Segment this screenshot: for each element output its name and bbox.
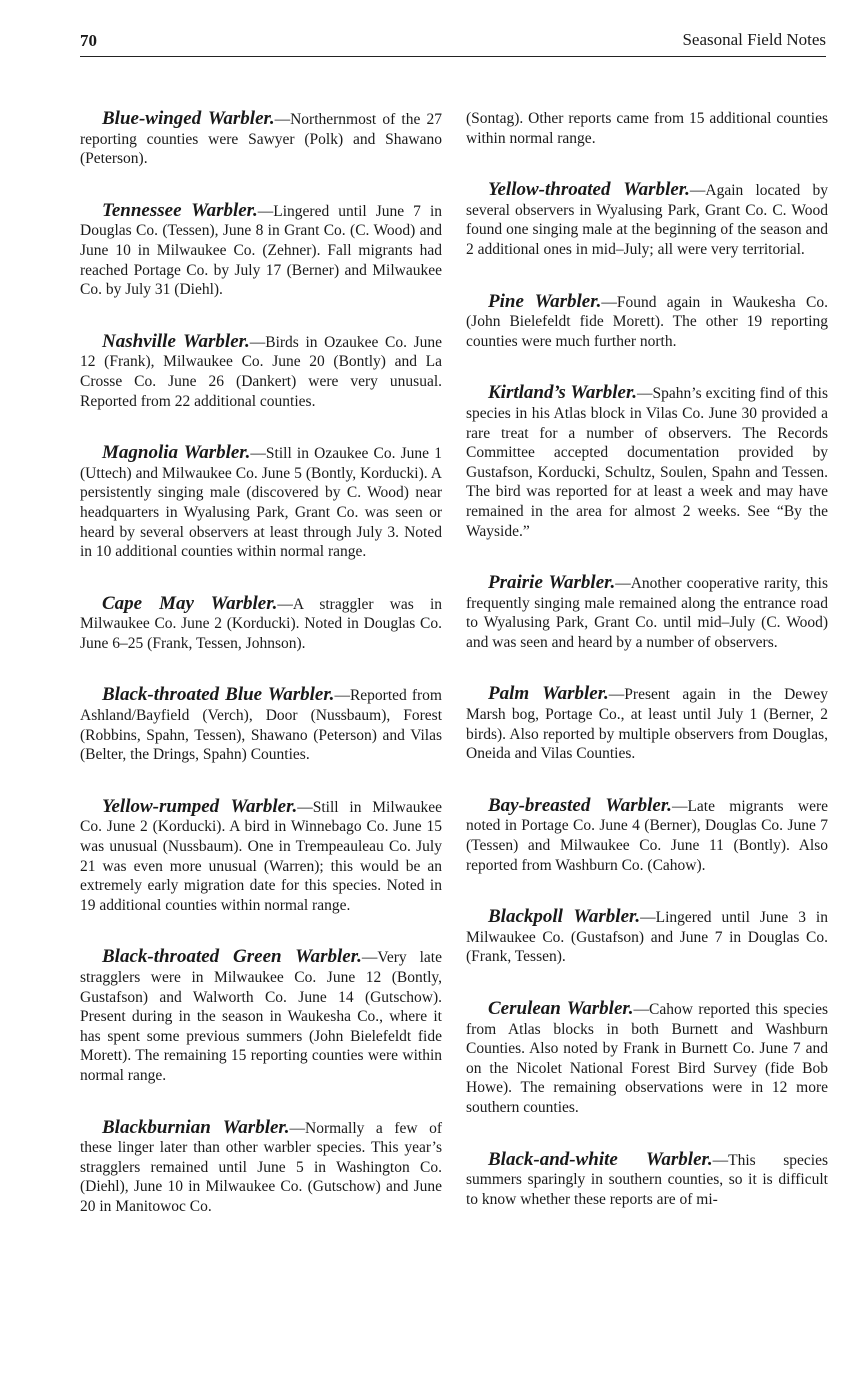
species-name: Blackburnian Warbler. — [102, 1116, 290, 1138]
species-text: —Reported from Ashland/Bayfield (Verch), Door (Nussbaum), Forest (Robbins, Spahn, Tessen), Shawano (Peterson) and Vilas (Belter, the Drings, Spahn) Counties. — [80, 687, 442, 764]
species-entry — [466, 383, 828, 541]
right-column — [466, 109, 828, 1241]
species-entry — [466, 684, 828, 763]
species-name: Tennessee Warbler. — [102, 199, 258, 221]
species-text: —Cahow reported this species from Atlas blocks in both Burnett and Washburn Counties. Also noted by Frank in Burnett Co. June 7 and on the Nicolet National Forest Bird Survey (fide Bob Howe). The remaining observations were in 12 more southern counties. — [466, 1001, 828, 1116]
species-name: Palm Warbler. — [488, 683, 609, 705]
species-name: Yellow-throated Warbler. — [488, 179, 690, 201]
species-text: —Normally a few of these linger later than other warbler species. This year’s stragglers remained until June 5 in Washington Co. (Diehl), June 10 in Milwaukee Co. (Gutschow) and June 20 in Manitowoc Co. — [80, 1119, 442, 1215]
species-entry — [466, 907, 828, 967]
species-name: Prairie Warbler. — [488, 572, 616, 594]
species-entry — [80, 1118, 442, 1217]
species-entry — [80, 685, 442, 764]
species-entry — [466, 292, 828, 352]
species-entry — [466, 1150, 828, 1210]
species-name: Blackpoll Warbler. — [488, 906, 641, 928]
page-number: 70 — [80, 31, 97, 50]
species-name: Kirtland’s Warbler. — [488, 382, 638, 404]
species-text: —Found again in Waukesha Co. (John Bielefeldt fide Morett). The other 19 reporting counties were much further north. — [466, 293, 828, 350]
species-entry — [80, 947, 442, 1085]
species-text: —Again located by several observers in Wyalusing Park, Grant Co. C. Wood found one singing male at the beginning of the season and 2 additional ones in mid–July; all were very territorial. — [466, 182, 828, 258]
species-text: —Present again in the Dewey Marsh bog, Portage Co., at least until July 1 (Berner, 2 birds). Also reported by multiple observers from Douglas, Oneida and Vilas Counties. — [466, 686, 828, 763]
header-rule — [80, 56, 826, 57]
species-name: Black-throated Blue Warbler. — [102, 684, 335, 706]
species-text: —Spahn’s exciting find of this species in his Atlas block in Vilas Co. June 30 provided a rare treat for a number of observers. The Records Committee accepted documentation provided by Gustafson, Korducki, Schultz, Soulen, Spahn and Tessen. The bird was reported for at least a week and may have remained in the area for almost 2 weeks. See “By the Wayside.” — [466, 385, 829, 540]
species-entry — [466, 180, 828, 259]
species-text: —Still in Milwaukee Co. June 2 (Korducki). A bird in Winnebago Co. June 15 was unusual (Nussbaum). One in Trempeauleau Co. July 21 was even more unusual (Warren); this would be an extremely early migration date for this species. Noted in 19 additional counties within normal range. — [80, 798, 442, 914]
species-entry — [80, 797, 442, 916]
species-text: —A straggler was in Milwaukee Co. June 2 (Korducki). Noted in Douglas Co. June 6–25 (Frank, Tessen, Johnson). — [80, 595, 442, 652]
species-entry — [80, 109, 442, 169]
running-head: Seasonal Field Notes — [682, 30, 826, 49]
species-entry — [80, 443, 442, 562]
species-name: Cape May Warbler. — [102, 592, 278, 614]
species-text: —Lingered until June 3 in Milwaukee Co. (Gustafson) and June 7 in Douglas Co. (Frank, Tessen). — [466, 909, 828, 966]
species-name: Pine Warbler. — [488, 290, 602, 312]
species-text: —Birds in Ozaukee Co. June 12 (Frank), Milwaukee Co. June 20 (Bontly) and La Crosse Co. June 26 (Dankert) were very unusual. Reported from 22 additional counties. — [80, 333, 442, 410]
species-entry — [80, 594, 442, 654]
species-text: —Another cooperative rarity, this frequently singing male remained along the entrance road to Wyalusing Park, Grant Co. until mid–July (C. Wood) and was seen and heard by a number of observers. — [466, 575, 828, 651]
left-column — [80, 109, 442, 1249]
species-text: —Very late stragglers were in Milwaukee Co. June 12 (Bontly, Gustafson) and Walworth Co. June 14 (Gutschow). Present during in the season in Waukesha Co., where it has spent some previous summers (John Bielefeldt fide Morett). The remaining 15 reporting counties were within normal range. — [80, 949, 442, 1084]
species-text: —This species summers sparingly in southern counties, so it is difficult to know whether these reports are of mi- — [466, 1151, 828, 1208]
species-text: —Lingered until June 7 in Douglas Co. (Tessen), June 8 in Grant Co. (C. Wood) and June 10 in Milwaukee Co. (Zehner). Fall migrants had reached Portage Co. by July 17 (Berner) and Milwaukee Co. by July 31 (Diehl). — [80, 202, 443, 299]
species-name: Black-throated Green Warbler. — [102, 946, 362, 968]
species-name: Yellow-rumped Warbler. — [102, 795, 298, 817]
species-entry — [466, 796, 828, 875]
species-text: —Northernmost of the 27 reporting counties were Sawyer (Polk) and Shawano (Peterson). — [80, 111, 442, 168]
species-name: Bay-breasted Warbler. — [488, 794, 672, 816]
species-name: Magnolia Warbler. — [102, 442, 251, 464]
species-entry — [466, 573, 828, 652]
species-name: Nashville Warbler. — [102, 330, 250, 352]
species-text: —Still in Ozaukee Co. June 1 (Uttech) and Milwaukee Co. June 5 (Bontly, Korducki). A persistently singing male (discovered by C. Wood) near headquarters in Wyalusing Park, Grant Co. was seen or heard by several observers at least through July 3. Noted in 10 additional counties within normal range. — [80, 445, 442, 561]
species-entry — [80, 201, 442, 300]
continued-paragraph: (Sontag). Other reports came from 15 additional counties within normal range. — [466, 110, 828, 147]
species-text: —Late migrants were noted in Portage Co. June 4 (Berner), Douglas Co. June 7 (Tessen) and Milwaukee Co. June 11 (Bontly). Also reported from Washburn Co. (Cahow). — [466, 797, 829, 874]
species-name: Blue-winged Warbler. — [102, 108, 275, 129]
species-name: Cerulean Warbler. — [488, 998, 634, 1019]
species-entry — [80, 332, 442, 411]
species-entry — [466, 999, 828, 1118]
species-name: Black-and-white Warbler. — [488, 1148, 713, 1170]
